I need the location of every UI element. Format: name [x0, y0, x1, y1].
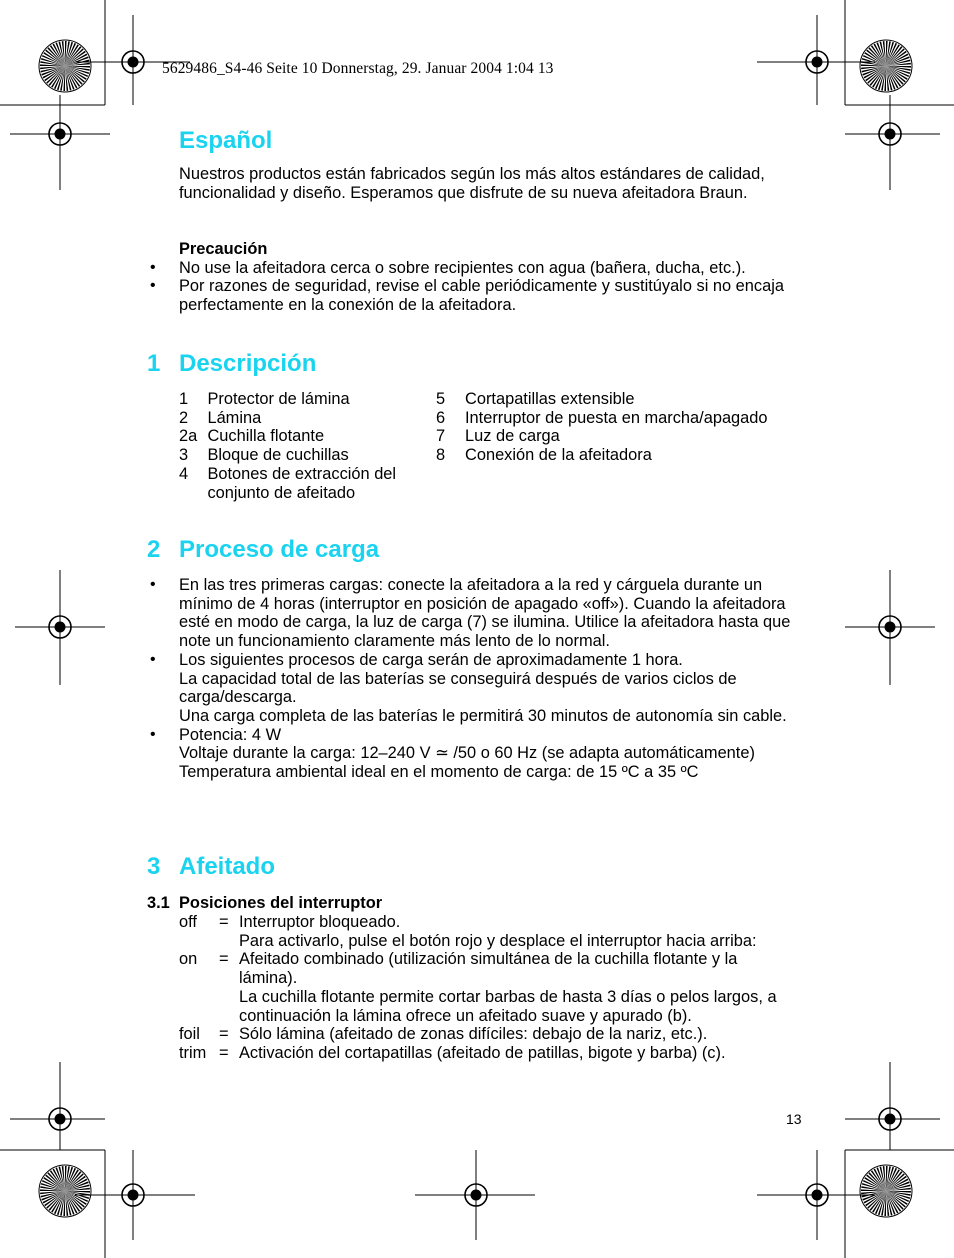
bullet: • [150, 576, 156, 593]
section-number: 2 [147, 536, 161, 563]
section-number: 3 [147, 853, 161, 880]
intro-paragraph: Nuestros productos están fabricados según los más altos estándares de calidad, funcionalidad y diseño. Esperamos que disfrute de su nueva afeitadora Braun. [179, 165, 765, 202]
table-row: trim = Activación del cortapatillas (afeitado de patillas, bigote y barba) (c). [179, 1043, 726, 1062]
list-item: • Potencia: 4 W Voltaje durante la carga: 12–240 V ≃ /50 o 60 Hz (se adapta automáticamente) Temperatura ambiental ideal en el momento de carga: de 15 ºC a 35 ºC [150, 725, 755, 782]
caution-title: Precaución [179, 240, 268, 258]
charging-list [150, 576, 809, 782]
table-row: on = Afeitado combinado (utilización simultánea de la cuchilla flotante y la lámina). La cuchilla flotante permite cortar barbas de hasta 3 días o pelos largos, a continuación la lámina ofrece un afeitado suave y apurado (b). [179, 950, 777, 1025]
section-heading: Afeitado [179, 853, 275, 880]
section-heading: Proceso de carga [179, 536, 380, 563]
section-number: 1 [147, 350, 161, 377]
starburst-mark [40, 1166, 90, 1216]
parts-list-right: 5 Cortapatillas extensible 6 Interruptor de puesta en marcha/apagado 7 Luz de carga 8 Conexión de la afeitadora [436, 390, 768, 465]
starburst-mark [861, 1166, 911, 1216]
starburst-mark [40, 41, 90, 91]
caution-block [150, 240, 819, 315]
starburst-mark [861, 41, 911, 91]
page-number: 13 [786, 1111, 802, 1127]
table-row: off = Interruptor bloqueado. Para activarlo, pulse el botón rojo y desplace el interruptor hacia arriba: [179, 913, 757, 950]
list-item: • En las tres primeras cargas: conecte la afeitadora a la red y cárguela durante un mínimo de 4 horas (interruptor en posición de apagado «off»). Cuando la afeitadora esté en modo de carga, la luz de carga (7) se ilumina. Utilice la afeitadora hasta que note un funcionamiento claramente más lento de lo normal. [150, 576, 791, 651]
subsection-number: 3.1 [147, 894, 170, 912]
bullet: • [150, 650, 156, 668]
parts-list-left: 1 Protector de lámina 2 Lámina 2a Cuchilla flotante 3 Bloque de cuchillas 4 Botones de extracción del conjunto de afeitado [179, 390, 397, 502]
print-slug: 5629486_S4-46 Seite 10 Donnerstag, 29. Januar 2004 1:04 13 [162, 60, 554, 77]
list-item: • Los siguientes procesos de carga serán de aproximadamente 1 hora. La capacidad total de las baterías se conseguirá después de varios ciclos de carga/descarga. Una carga completa de las baterías le permitirá 30 minutos de autonomía sin cable. [150, 650, 787, 725]
bullet: • [150, 725, 156, 743]
caution-item: • No use la afeitadora cerca o sobre recipientes con agua (bañera, ducha, etc.). [150, 258, 746, 277]
table-row: foil = Sólo lámina (afeitado de zonas difíciles: debajo de la nariz, etc.). [179, 1025, 708, 1044]
language-heading: Español [179, 127, 273, 154]
bullet: • [150, 277, 156, 295]
subsection-heading: Posiciones del interruptor [179, 894, 383, 912]
section-heading: Descripción [179, 350, 317, 377]
caution-item: • Por razones de seguridad, revise el cable periódicamente y sustitúyalo si no encaja perfectamente en la conexión de la afeitadora. [150, 277, 784, 315]
bullet: • [150, 258, 156, 276]
switch-positions-table [179, 913, 779, 1063]
